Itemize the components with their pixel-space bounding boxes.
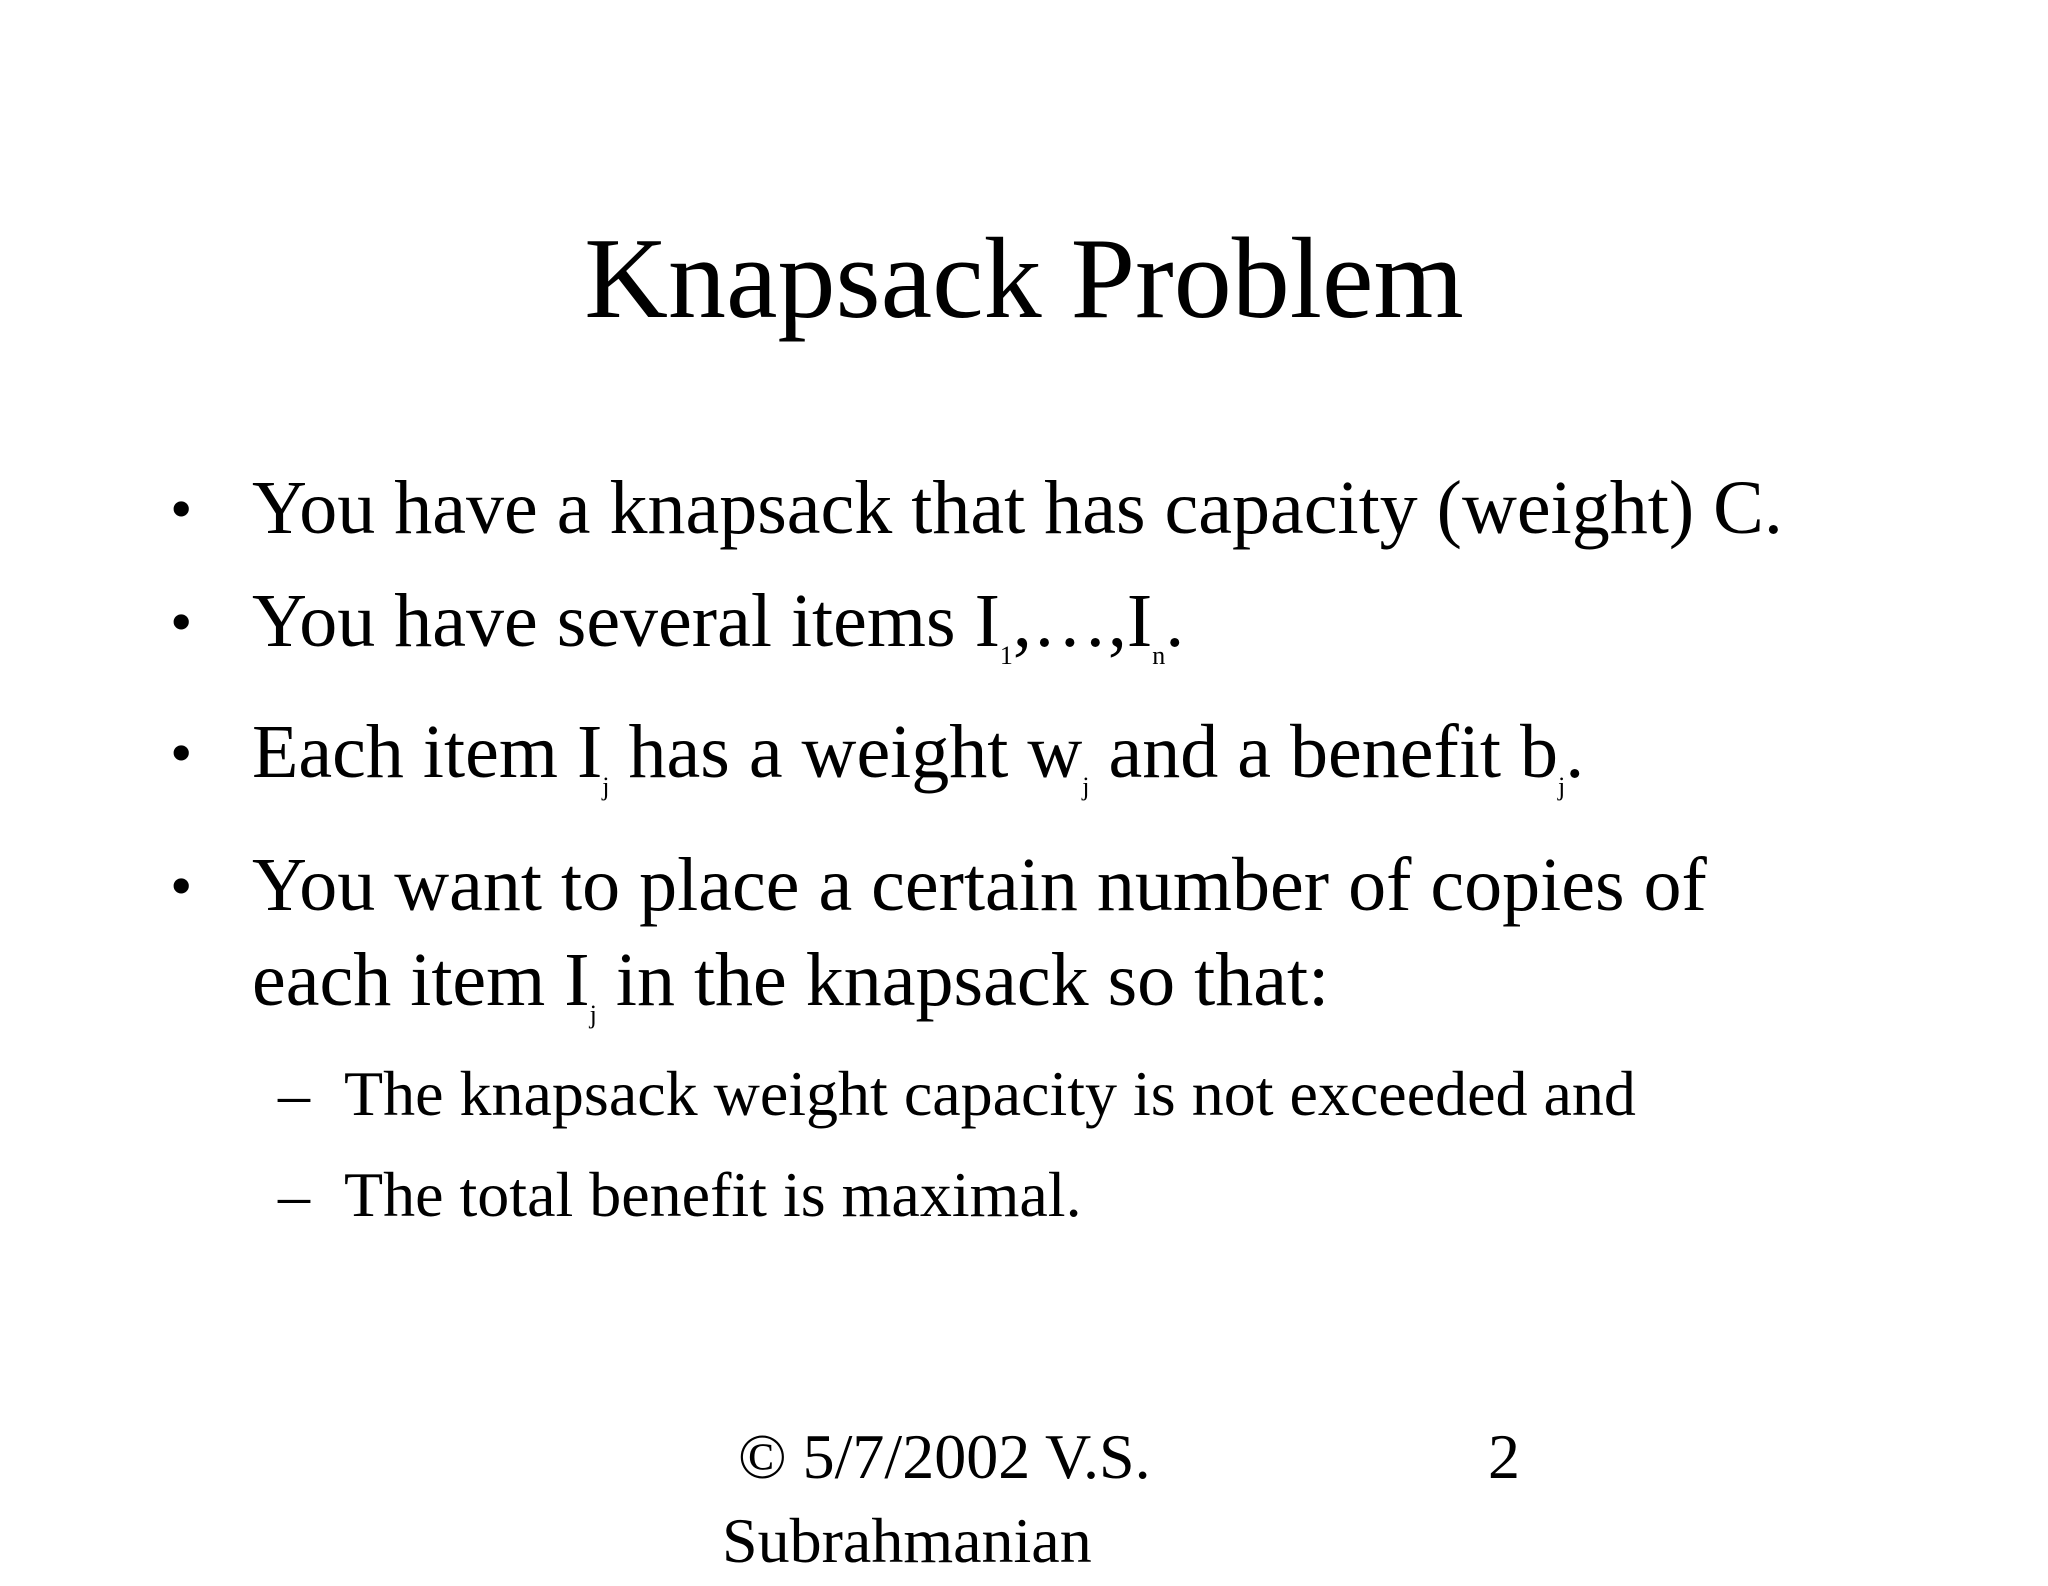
- text-segment: .: [1565, 710, 1585, 794]
- subscript: j: [589, 1000, 597, 1029]
- bullet-text: You have a knapsack that has capacity (weight) C.: [252, 466, 1783, 550]
- subscript: j: [602, 772, 610, 801]
- bullet-text-line2: [252, 932, 1329, 1029]
- footer-author: Subrahmanian: [722, 1505, 1092, 1576]
- text-segment: and a benefit b: [1089, 710, 1558, 794]
- subscript: j: [1558, 772, 1566, 801]
- bullet-text: [252, 704, 1584, 801]
- dash-mark: –: [278, 1058, 310, 1129]
- text-segment: You have several items I: [252, 579, 1000, 663]
- bullet-text-line1: You want to place a certain number of copies of: [252, 843, 1707, 927]
- text-segment: Each item I: [252, 710, 603, 794]
- subscript: 1: [999, 641, 1013, 670]
- subscript: n: [1152, 641, 1166, 670]
- slide-title: Knapsack Problem: [584, 215, 1464, 343]
- footer-copyright: © 5/7/2002 V.S.: [738, 1421, 1151, 1492]
- text-segment: in the knapsack so that:: [596, 938, 1330, 1022]
- bullet-mark: •: [170, 717, 193, 788]
- subbullet-text: The total benefit is maximal.: [344, 1159, 1082, 1230]
- bullet-text: [252, 573, 1184, 670]
- subscript: j: [1082, 772, 1090, 801]
- subbullet-text: The knapsack weight capacity is not exceeded and: [344, 1058, 1636, 1129]
- dash-mark: –: [278, 1159, 310, 1230]
- text-segment: .: [1165, 579, 1185, 663]
- bullet-mark: •: [170, 850, 193, 921]
- page-number: 2: [1488, 1421, 1520, 1492]
- text-segment: has a weight w: [609, 710, 1083, 794]
- text-segment: ,…,I: [1012, 579, 1153, 663]
- bullet-mark: •: [170, 586, 193, 657]
- text-segment: each item I: [252, 938, 590, 1022]
- bullet-mark: •: [170, 473, 193, 544]
